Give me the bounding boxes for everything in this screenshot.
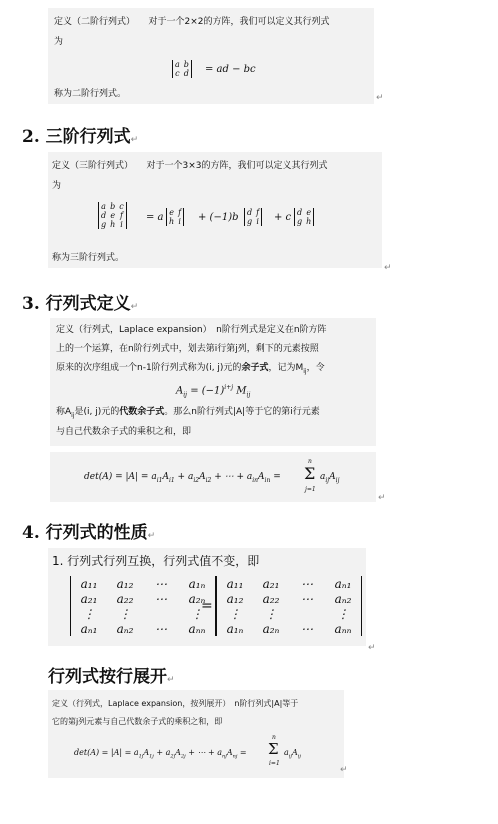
minor-3: d e g h bbox=[294, 208, 314, 226]
section5-panel bbox=[48, 690, 344, 778]
matrix-2x2: a b c d bbox=[172, 60, 192, 78]
laplace-line-2: 上的一个运算，在n阶行列式中，划去第i行第j列，剩下的元素按照 bbox=[56, 344, 319, 354]
section4-panel bbox=[48, 548, 366, 646]
heading-4: 4. 行列式的性质↵ bbox=[22, 523, 156, 543]
sum-term: $a_{ij}A_{ij}$ bbox=[320, 472, 340, 484]
section3-panel bbox=[50, 318, 376, 446]
laplace-line-4: 称$A_{ij}$是(i, j)元的代数余子式。那么n阶行列式|A|等于它的第i行元素 bbox=[56, 407, 320, 419]
pilcrow: ↵ bbox=[368, 643, 376, 653]
laplace-line-5: 与自己代数余子式的乘积之和，即 bbox=[56, 427, 192, 437]
column-expansion-line-1: 定义（行列式，Laplace expansion，按列展开） n阶行列式|A|等于 bbox=[52, 699, 299, 708]
cofactor-formula: $A_{ij} = (-1)^{i+j}$ $M_{ij}$ bbox=[176, 384, 251, 399]
named-3x3: 称为三阶行列式。 bbox=[52, 253, 125, 263]
pilcrow: ↵ bbox=[340, 765, 348, 775]
column-expansion-formula: $\det(A) = |A| = a_{1j}A_{1j} + a_{2j}A_{2j}$ + ⋯ + $a_{nj}A_{nj}$ = bbox=[74, 748, 247, 760]
sum-bottom: j=1 bbox=[305, 486, 316, 493]
det-2x2-result: = ad − bc bbox=[205, 64, 256, 75]
expand-b: + (−1)b bbox=[198, 212, 239, 223]
column-expansion-line-2: 它的第j列元素与自己代数余子式的乘积之和，即 bbox=[52, 717, 223, 726]
heading-3: 3. 行列式定义↵ bbox=[22, 294, 139, 314]
def-3x3-wei: 为 bbox=[52, 181, 62, 191]
def-2x2-text: 定义（二阶行列式） 对于一个2×2的方阵，我们可以定义其行列式 bbox=[54, 17, 330, 27]
minor-1: e f h i bbox=[166, 208, 184, 226]
def-2x2-wei: 为 bbox=[54, 37, 64, 47]
expand-a: = a bbox=[146, 212, 164, 223]
expand-c: + c bbox=[274, 212, 292, 223]
heading-5: 行列式按行展开↵ bbox=[48, 667, 175, 687]
sum-sign: Σ bbox=[268, 740, 279, 758]
laplace-line-1: 定义（行列式，Laplace expansion） n阶行列式是定义在n阶方阵 bbox=[56, 325, 327, 335]
matrix-right: a₁₁ a₂₁ ⋯ aₙ₁ a₁₂ a₂₂ ⋯ aₙ₂ ⋮ ⋮ ⋮ a₁ₙ a₂ₙ ⋯ aₙₙ bbox=[216, 576, 362, 636]
pilcrow: ↵ bbox=[378, 493, 386, 503]
laplace-row-formula: $\det(A) = |A| = a_{i1}A_{i1} + a_{i2}A_{i2}$ + ⋯ + $a_{in}A_{in}$ = bbox=[84, 472, 281, 484]
sum-bottom: i=1 bbox=[269, 760, 280, 767]
matrix-3x3: a b c d e f g h i bbox=[98, 202, 127, 229]
pilcrow: ↵ bbox=[376, 93, 384, 103]
def-3x3-text: 定义（三阶行列式） 对于一个3×3的方阵，我们可以定义其行列式 bbox=[52, 161, 328, 171]
sum-top: n bbox=[272, 734, 276, 741]
section2-panel bbox=[48, 152, 382, 268]
sum-sign: Σ bbox=[304, 464, 316, 483]
laplace-formula-panel bbox=[50, 452, 376, 502]
minor-2: d f g i bbox=[244, 208, 262, 226]
property-1-text: 1. 行列式行列互换，行列式值不变，即 bbox=[52, 554, 260, 568]
sum-term: $a_{ij}A_{ij}$ bbox=[284, 748, 301, 760]
matrix-left: a₁₁ a₁₂ ⋯ a₁ₙ a₂₁ a₂₂ ⋯ a₂ₙ ⋮ ⋮ ⋮ aₙ₁ aₙ₂ ⋯ aₙₙ bbox=[70, 576, 216, 636]
laplace-line-3: 原来的次序组成一个n-1阶行列式称为(i, j)元的余子式，记为$M_{ij}$，令 bbox=[56, 363, 325, 375]
heading-2: 2. 三阶行列式↵ bbox=[22, 127, 139, 147]
named-2x2: 称为二阶行列式。 bbox=[54, 89, 127, 99]
transpose-equals: = bbox=[201, 598, 213, 614]
section1-panel bbox=[48, 8, 374, 104]
sum-top: n bbox=[308, 458, 312, 465]
pilcrow: ↵ bbox=[384, 263, 392, 273]
